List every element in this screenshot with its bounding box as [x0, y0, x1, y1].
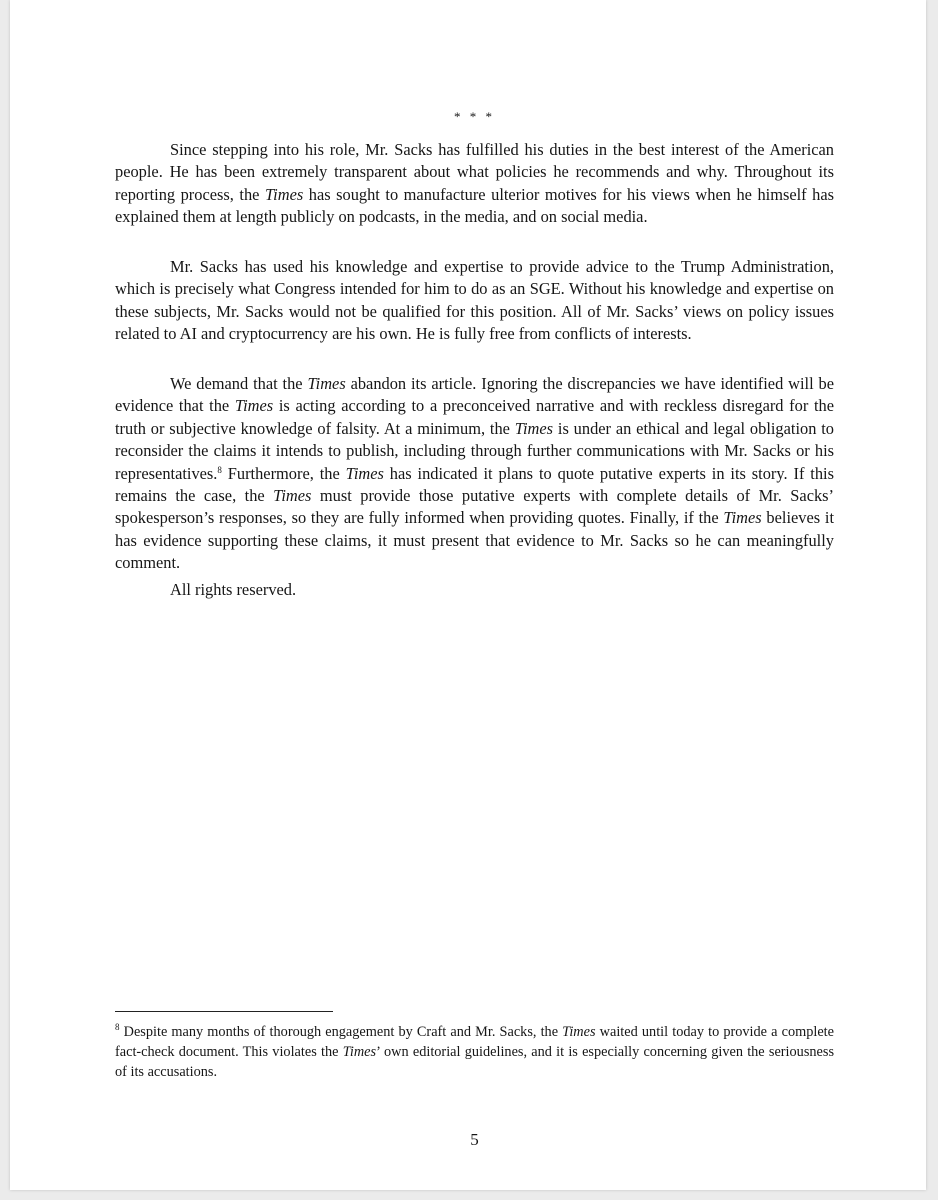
footnote-text: Despite many months of thorough engagement by Craft and Mr. Sacks, the Times waited until today to provide a complete fact-check document. This violates the Times’ own editorial guidelines, and it is especially concerning given the seriousness of its accusations. [115, 1024, 835, 1081]
paragraph-expertise: Mr. Sacks has used his knowledge and expertise to provide advice to the Trump Administration, which is precisely what Congress intended for him to do as an SGE. Without his knowledge and expertise on these subjects, Mr. Sacks would not be qualified for this position. All of Mr. Sacks’ views on policy issues related to AI and cryptocurrency are his own. He is fully free from conflicts of interests. [115, 257, 834, 344]
footnote-number: 8 [115, 1022, 120, 1032]
document-page [10, 0, 926, 1190]
publication-name: Times [264, 184, 304, 204]
footnote-8 [115, 1022, 834, 1083]
page-number: 5 [470, 1130, 479, 1149]
publication-name: Times [234, 396, 274, 416]
publication-name: Times [342, 1044, 377, 1061]
paragraph-rights-reserved: All rights reserved. [170, 580, 297, 599]
publication-name: Times [273, 486, 312, 506]
footnote-ref-8: 8 [217, 464, 222, 475]
publication-name: Times [307, 374, 346, 393]
publication-name: Times [562, 1024, 596, 1040]
paragraph-duties: Since stepping into his role, Mr. Sacks has fulfilled his duties in the best interest of the American people. He has been extremely transparent about what policies he recommends and why. Throughout its reporting process, the Times has sought to manufacture ulterior motives for his views when he himself has explained them at length publicly on podcasts, in the media, and on social media. [115, 140, 834, 227]
publication-name: Times [723, 508, 762, 528]
publication-name: Times [345, 463, 384, 483]
section-separator: * * * [454, 109, 495, 124]
footnote-divider [115, 1011, 333, 1012]
paragraph-demand: We demand that the Times abandon its article. Ignoring the discrepancies we have identified will be evidence that the Times is acting according to a preconceived narrative and with reckless disregard for the truth or subjective knowledge of falsity. At a minimum, the Times is under an ethical and legal obligation to reconsider the claims it intends to publish, including through further communications with Mr. Sacks or his representatives.$^8$ Furthermore, the Times has indicated it plans to quote putative experts in its story. If this remains the case, the Times must provide those putative experts with complete details of Mr. Sacks’ spokesperson’s responses, so they are fully informed when providing quotes. Finally, if the Times believes it has evidence supporting these claims, it must present that evidence to Mr. Sacks so he can meaningfully comment. [115, 374, 834, 573]
publication-name: Times [514, 418, 554, 438]
